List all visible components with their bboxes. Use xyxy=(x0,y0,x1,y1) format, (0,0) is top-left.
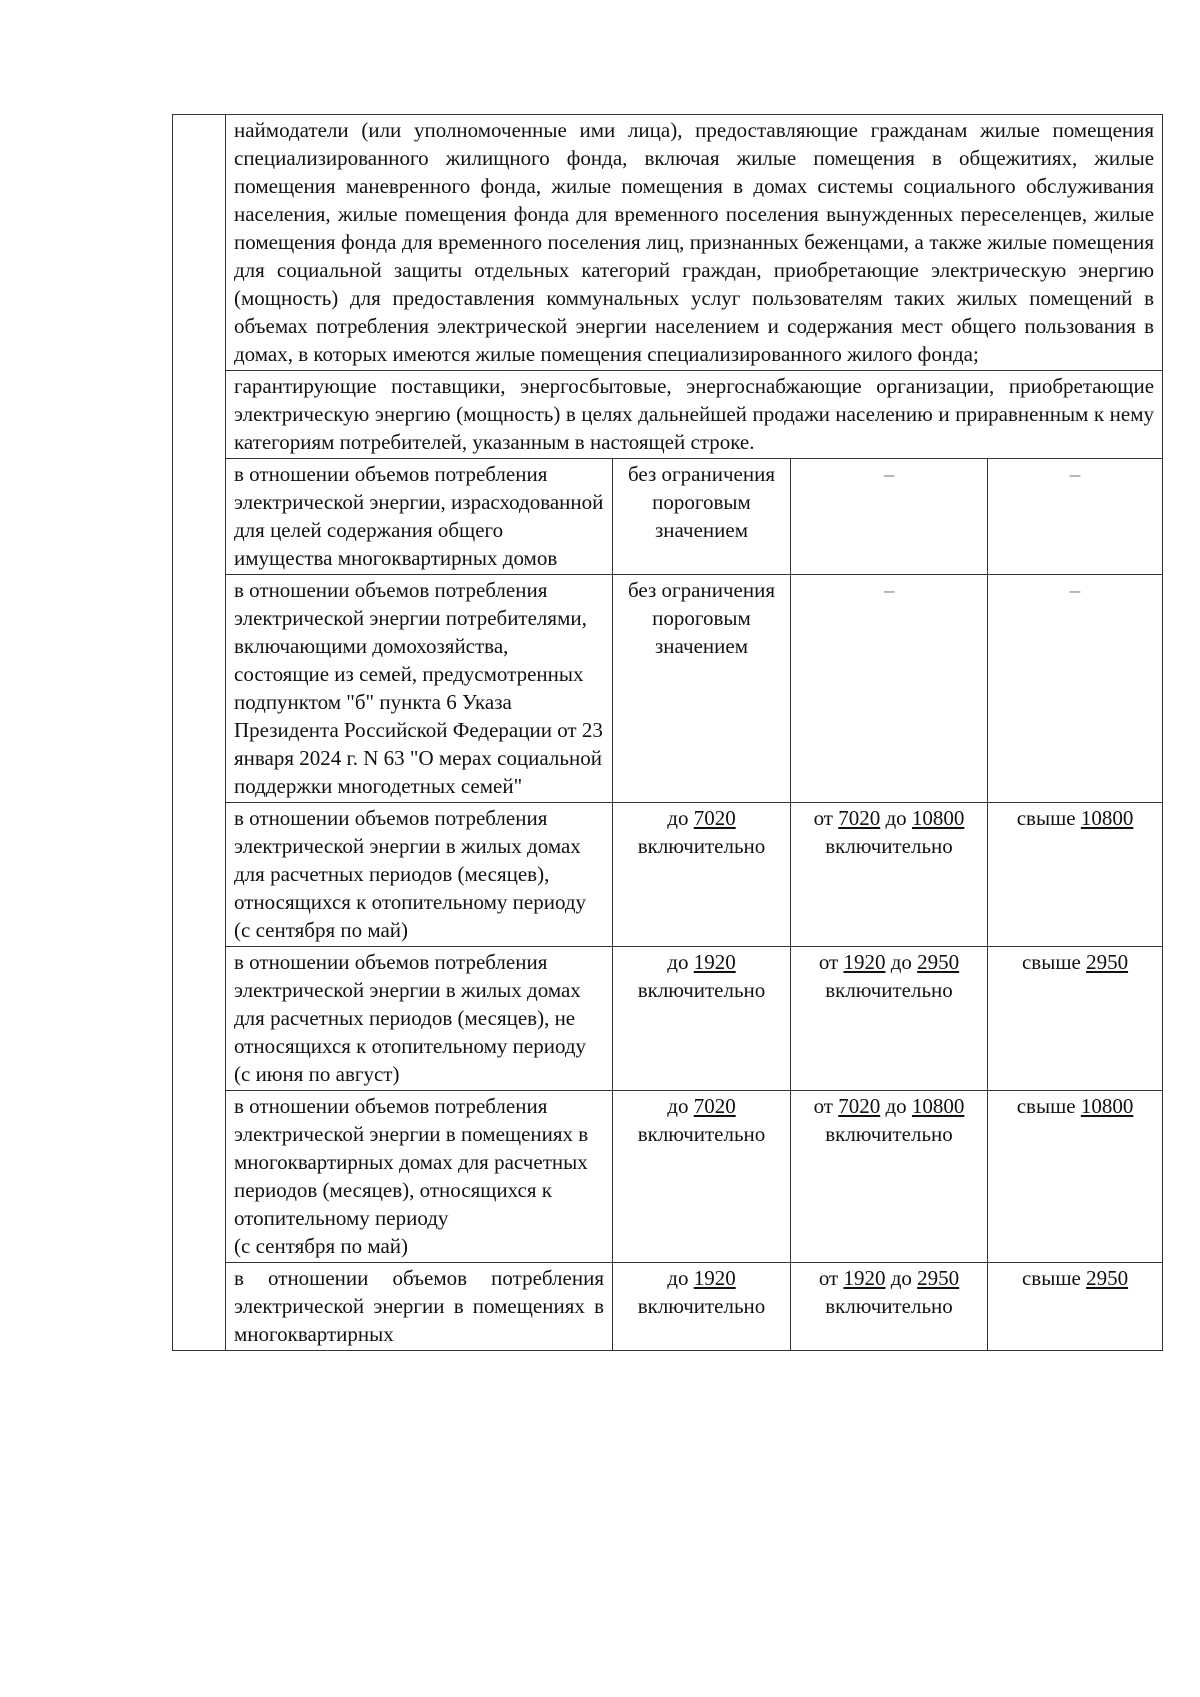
row-number-cell xyxy=(173,115,226,1351)
threshold-link[interactable]: 1920 xyxy=(693,1266,736,1290)
table-row xyxy=(173,575,1163,803)
range-connector: до xyxy=(890,1266,912,1290)
range-prefix: от xyxy=(813,1094,833,1118)
range-connector: до xyxy=(890,950,912,974)
range-second-cell xyxy=(791,1263,988,1351)
range-first-cell: без ограничения пороговым значением xyxy=(613,459,791,575)
range-second-cell xyxy=(791,803,988,947)
threshold-link[interactable]: 10800 xyxy=(911,806,965,830)
threshold-link[interactable]: 1920 xyxy=(843,950,886,974)
range-prefix: свыше xyxy=(1016,806,1076,830)
volume-description xyxy=(226,947,613,1091)
threshold-link[interactable]: 7020 xyxy=(838,806,881,830)
range-first-cell xyxy=(613,1263,791,1351)
range-third-cell xyxy=(988,803,1163,947)
range-suffix: включительно xyxy=(637,978,766,1002)
range-second-cell: – xyxy=(791,575,988,803)
range-first-cell xyxy=(613,947,791,1091)
range-connector: до xyxy=(885,806,907,830)
range-prefix: от xyxy=(818,1266,839,1290)
volume-description: в отношении объемов потребления электрической энергии в помещениях в многоквартирных xyxy=(226,1263,613,1351)
threshold-link[interactable]: 2950 xyxy=(917,950,960,974)
range-prefix: свыше xyxy=(1021,1266,1081,1290)
tariff-table xyxy=(172,114,1163,1351)
range-suffix: включительно xyxy=(825,1122,953,1146)
consumer-category-text: наймодатели (или уполномоченные ими лица), предоставляющие гражданам жилые помещения специализированного жилищного фонда, включая жилые помещения в общежитиях, жилые помещения маневренного фонда, жилые помещения в домах системы социального обслуживания населения, жилые помещения фонда для временного поселения вынужденных переселенцев, жилые помещения фонда для временного поселения лиц, признанных беженцами, а также жилые помещения для социальной защиты отдельных категорий граждан, приобретающие электрическую энергию (мощность) для предоставления коммунальных услуг пользователям таких жилых помещений в объемах потребления электрической энергии населением и содержания мест общего пользования в домах, в которых имеются жилые помещения специализированного жилого фонда; xyxy=(226,115,1163,371)
volume-description xyxy=(226,1091,613,1263)
table-row xyxy=(173,1263,1163,1351)
range-prefix: свыше xyxy=(1021,950,1081,974)
period-text: (с сентября по май) xyxy=(234,918,409,942)
range-prefix: от xyxy=(813,806,833,830)
range-prefix: до xyxy=(667,950,689,974)
range-first-cell: без ограничения пороговым значением xyxy=(613,575,791,803)
range-suffix: включительно xyxy=(825,1294,953,1318)
range-prefix: от xyxy=(818,950,839,974)
range-third-cell: – xyxy=(988,459,1163,575)
table-row xyxy=(173,459,1163,575)
range-prefix: до xyxy=(667,1266,689,1290)
range-third-cell: – xyxy=(988,575,1163,803)
threshold-link[interactable]: 7020 xyxy=(693,1094,736,1118)
threshold-link[interactable]: 2950 xyxy=(1086,950,1129,974)
range-third-cell xyxy=(988,947,1163,1091)
threshold-link[interactable]: 1920 xyxy=(843,1266,886,1290)
threshold-link[interactable]: 7020 xyxy=(838,1094,881,1118)
consumer-category-text: гарантирующие поставщики, энергосбытовые, энергоснабжающие организации, приобретающие электрическую энергию (мощность) в целях дальнейшей продажи населению и приравненным к нему категориям потребителей, указанным в настоящей строке. xyxy=(226,371,1163,459)
range-suffix: включительно xyxy=(637,834,766,858)
threshold-link[interactable]: 2950 xyxy=(1086,1266,1129,1290)
volume-description: в отношении объемов потребления электрической энергии потребителями, включающими домохозяйства, состоящие из семей, предусмотренных подпунктом "б" пункта 6 Указа Президента Российской Федерации от 23 января 2024 г. N 63 "О мерах социальной поддержки многодетных семей" xyxy=(226,575,613,803)
table-row xyxy=(173,947,1163,1091)
range-prefix: до xyxy=(667,1094,689,1118)
range-third-cell xyxy=(988,1263,1163,1351)
threshold-link[interactable]: 10800 xyxy=(1080,1094,1134,1118)
range-third-cell xyxy=(988,1091,1163,1263)
range-first-cell xyxy=(613,803,791,947)
threshold-link[interactable]: 1920 xyxy=(693,950,736,974)
range-suffix: включительно xyxy=(825,978,953,1002)
range-connector: до xyxy=(885,1094,907,1118)
period-text: (с июня по август) xyxy=(234,1062,400,1086)
description-text: в отношении объемов потребления электрической энергии в жилых домах для расчетных периодов (месяцев), относящихся к отопительному периоду xyxy=(234,806,587,914)
volume-description xyxy=(226,803,613,947)
range-first-cell xyxy=(613,1091,791,1263)
threshold-link[interactable]: 10800 xyxy=(1080,806,1134,830)
threshold-link[interactable]: 7020 xyxy=(693,806,736,830)
threshold-link[interactable]: 2950 xyxy=(917,1266,960,1290)
range-prefix: до xyxy=(667,806,689,830)
table-row xyxy=(173,115,1163,371)
description-text: в отношении объемов потребления электрической энергии в жилых домах для расчетных периодов (месяцев), не относящихся к отопительному периоду xyxy=(234,950,587,1058)
volume-description: в отношении объемов потребления электрической энергии, израсходованной для целей содержания общего имущества многоквартирных домов xyxy=(226,459,613,575)
range-second-cell xyxy=(791,947,988,1091)
range-suffix: включительно xyxy=(637,1122,766,1146)
range-second-cell xyxy=(791,1091,988,1263)
threshold-link[interactable]: 10800 xyxy=(911,1094,965,1118)
table-row xyxy=(173,1091,1163,1263)
range-suffix: включительно xyxy=(637,1294,766,1318)
range-second-cell: – xyxy=(791,459,988,575)
table-row xyxy=(173,803,1163,947)
period-text: (с сентября по май) xyxy=(234,1234,409,1258)
description-text: в отношении объемов потребления электрической энергии в помещениях в многоквартирных домах для расчетных периодов (месяцев), относящихся к отопительному периоду xyxy=(234,1094,589,1230)
range-prefix: свыше xyxy=(1016,1094,1076,1118)
table-row xyxy=(173,371,1163,459)
range-suffix: включительно xyxy=(825,834,953,858)
